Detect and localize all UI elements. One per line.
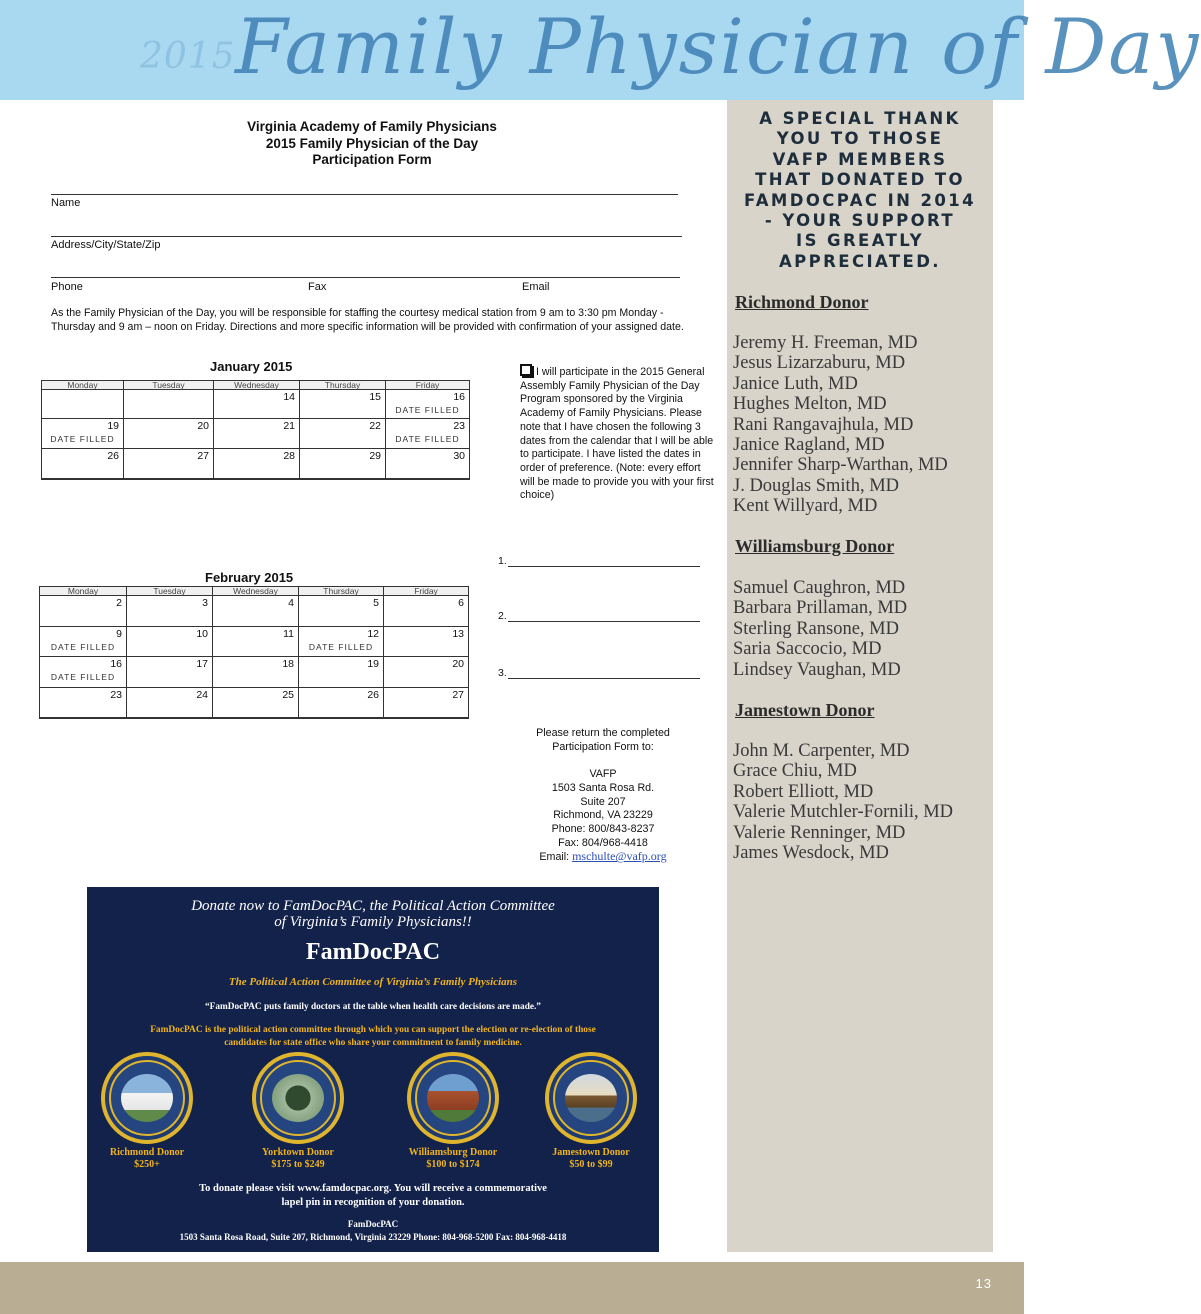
tier-name: Williamsburg Donor [408,1147,498,1158]
ad-footer-name: FamDocPAC [347,1219,399,1229]
calendar-day[interactable] [40,688,127,718]
contact-field[interactable] [51,277,680,278]
williamsburg-donor-list [733,578,907,680]
weekday-header: Friday [386,381,470,390]
calendar-day[interactable] [124,449,214,479]
donor-name: Jennifer Sharp-Warthan, MD [733,455,948,476]
weekday-header: Friday [384,587,469,596]
richmond-donor-list [733,333,948,517]
ad-brand: FamDocPAC [305,939,441,965]
tier-yorktown [242,1052,354,1171]
sidebar-heading-line: A SPECIAL THANK [759,109,961,128]
calendar-day[interactable] [386,390,470,419]
williamsburg-donor-title: Williamsburg Donor [735,536,895,556]
weekday-header: Monday [40,587,127,596]
date-filled-label [304,463,381,476]
weekday-header: Thursday [299,587,384,596]
donor-name: Jeremy H. Freeman, MD [733,333,918,353]
date-filled-label: DATE FILLED [395,405,460,415]
name-label: Name [51,197,81,209]
date-filled-label [44,702,122,715]
donor-name: Barbara Prillaman, MD [733,598,908,619]
date-filled-label [218,463,295,476]
return-intro-line: Participation Form to: [552,740,654,753]
date-filled-label [131,671,208,684]
day-number: 11 [283,628,294,640]
calendar-day[interactable] [214,419,300,449]
ad-quote: “FamDocPAC puts family doctors at the table when health care decisions are made.” [205,1002,541,1012]
date-filled-label [217,702,294,715]
calendar-day[interactable] [300,419,386,449]
day-number: 30 [453,450,465,462]
donor-name: Jesus Lizarzaburu, MD [733,353,906,374]
day-number: 25 [282,689,294,701]
address-label: Address/City/State/Zip [51,239,161,251]
date-filled-label: DATE FILLED [395,434,460,444]
return-info [520,727,686,865]
calendar-day[interactable] [214,449,300,479]
date-filled-label [217,641,294,654]
calendar-day[interactable] [299,627,384,657]
footer-bar [0,1262,1024,1314]
richmond-seal-icon [101,1052,193,1144]
sidebar-heading-line: FAMDOCPAC IN 2014 [743,190,977,210]
date-filled-label [218,433,295,446]
instructions-text: As the Family Physician of the Day, you will be responsible for staffing the courtesy medical station from 9 am to 3:30 pm Monday - Thursday and 9 am – noon on Friday. Directions and more specific information will be provided with confirmation of your assigned date. [51,307,684,333]
day-number: 17 [196,658,208,670]
tier-richmond [91,1052,203,1171]
day-number: 2 [116,597,122,609]
date-filled-label [44,610,122,623]
return-address-line: Richmond, VA 23229 [553,809,653,822]
day-number [46,391,119,404]
jamestown-donor-list [733,741,953,863]
date-filled-label [388,610,464,623]
date-filled-label [388,671,464,684]
famdocpac-ad [87,887,659,1252]
return-address-line: VAFP [589,768,617,781]
tier-range: $100 to $174 [426,1159,480,1170]
donor-name: Hughes Melton, MD [733,394,887,415]
form-title [218,119,526,169]
day-number: 12 [367,628,379,640]
ad-footer-address: 1503 Santa Rosa Road, Suite 207, Richmond, Virginia 23229 Phone: 804-968-5200 Fax: 804-968-4418 [179,1232,567,1242]
day-number: 20 [197,420,209,432]
date-filled-label [128,404,209,417]
date-filled-label [388,702,464,715]
day-number: 22 [369,420,381,432]
day-number: 24 [196,689,208,701]
date-filled-label [304,404,381,417]
participation-statement [520,364,715,503]
day-number: 15 [369,391,381,403]
calendar-day[interactable] [384,627,469,657]
ad-description: FamDocPAC is the political action committee through which you can support the election or re-election of those candidates for state office who share your commitment to family medicine. [150,1025,596,1048]
tier-name: Yorktown Donor [262,1147,334,1158]
choice-2-label: 2. [498,610,507,622]
calendar-day[interactable] [299,596,384,627]
tier-name: Jamestown Donor [552,1147,630,1158]
day-number: 3 [202,597,208,609]
calendar-day[interactable] [213,596,299,627]
calendar-day[interactable] [127,688,213,718]
date-filled-label [390,463,465,476]
date-filled-label [388,641,464,654]
date-filled-label [128,433,209,446]
date-filled-label: DATE FILLED [50,672,116,682]
donor-name: Valerie Mutchler-Fornili, MD [733,802,954,823]
date-filled-label: DATE FILLED [308,642,374,652]
donor-name: Saria Saccocio, MD [733,639,882,660]
participation-text: I will participate in the 2015 General Assembly Family Physician of the Day Program sponsored by the Virginia Academy of Family Physicians. Please note that I have chosen the following 3 dates from the calendar that I will be able to participate. I have listed the dates in order of preference. (Note: every effort will be made to provide you with your first choice) [520,366,714,502]
weekday-header: Wednesday [214,381,300,390]
email-label: Email [522,281,550,293]
date-filled-label [46,463,119,476]
choice-3-field[interactable] [508,678,700,679]
donor-name: Kent Willyard, MD [733,496,878,517]
calendar-day[interactable] [124,419,214,449]
day-number: 18 [282,658,294,670]
day-number: 19 [367,658,379,670]
donor-name: Grace Chiu, MD [733,761,857,782]
date-filled-label [304,433,381,446]
donor-name: J. Douglas Smith, MD [733,475,900,496]
donor-name: James Wesdock, MD [733,843,889,864]
address-field[interactable] [51,236,682,237]
weekday-header: Thursday [300,381,386,390]
day-number: 27 [197,450,209,462]
donor-name: Rani Rangavajhula, MD [733,414,914,435]
date-filled-label [131,641,208,654]
choice-1-field[interactable] [508,566,700,567]
donor-name: Janice Ragland, MD [733,435,885,456]
ad-intro-line: Donate now to FamDocPAC, the Political Action Committee [191,898,555,914]
day-number: 5 [373,597,379,609]
day-number: 26 [107,450,119,462]
sidebar-heading-line: APPRECIATED. [779,251,941,271]
form-title-line: 2015 Family Physician of the Day [265,135,479,151]
ad-visit-line: lapel pin in recognition of your donation. [281,1197,465,1208]
form-title-line: Virginia Academy of Family Physicians [247,119,497,134]
donor-name: Sterling Ransone, MD [733,618,899,639]
calendar-day[interactable] [124,390,214,419]
choice-2-field[interactable] [508,621,700,622]
return-intro-line: Please return the completed [536,727,670,739]
sidebar-heading-line: IS GREATLY [796,231,924,251]
weekday-header: Tuesday [124,381,214,390]
jamestown-donor-title: Jamestown Donor [735,700,875,720]
participate-checkbox[interactable] [520,364,532,376]
calendar-day[interactable] [127,596,213,627]
calendar-day[interactable] [300,449,386,479]
day-number: 9 [116,628,122,640]
phone-label: Phone [51,281,83,293]
calendar-day[interactable] [299,688,384,718]
return-address-line: Fax: 804/968-4418 [558,836,648,849]
day-number: 28 [283,450,295,462]
email-link[interactable]: mschulte@vafp.org [572,849,667,864]
calendar-day[interactable] [384,688,469,718]
calendar-day[interactable] [213,627,299,657]
date-filled-label [46,404,119,417]
choice-3-label: 3. [498,667,507,679]
calendar-day[interactable] [384,596,469,627]
date-filled-label [217,610,294,623]
donor-name: Robert Elliott, MD [733,781,874,802]
day-number: 13 [452,628,464,640]
donor-name: Lindsey Vaughan, MD [733,659,901,680]
calendar-day[interactable] [127,627,213,657]
date-filled-label: DATE FILLED [50,642,116,652]
weekday-header: Tuesday [127,587,213,596]
return-address-line: Phone: 800/843-8237 [551,822,655,835]
day-number: 29 [369,450,381,462]
calendar-day[interactable] [386,419,470,449]
calendar-day[interactable] [42,390,124,419]
ad-visit-text [87,1182,659,1210]
williamsburg-seal-icon [407,1052,499,1144]
date-filled-label [131,702,208,715]
day-number: 6 [458,597,464,609]
calendar-day[interactable] [213,688,299,718]
date-filled-label [131,610,208,623]
date-filled-label [303,610,379,623]
tier-range: $50 to $99 [569,1159,613,1170]
day-number: 16 [453,391,465,403]
calendar-day[interactable] [214,390,300,419]
sidebar-heading-line: - YOUR SUPPORT [764,211,956,231]
fax-label: Fax [308,281,327,293]
calendar-day[interactable] [299,657,384,688]
day-number: 10 [196,628,208,640]
weekday-header: Monday [42,381,124,390]
ad-intro-line: of Virginia’s Family Physicians!! [274,914,472,930]
page-number: 13 [975,1276,992,1291]
donor-name: Valerie Renninger, MD [733,822,906,843]
day-number: 23 [110,689,122,701]
sidebar-heading [727,109,993,272]
calendar-day[interactable] [40,596,127,627]
jamestown-seal-icon [545,1052,637,1144]
day-number: 14 [283,391,295,403]
calendar-day[interactable] [300,390,386,419]
january-calendar [41,380,470,480]
return-address-line: 1503 Santa Rosa Rd. [551,781,655,794]
calendar-day[interactable] [42,419,124,449]
date-filled-label [218,404,295,417]
tier-name: Richmond Donor [109,1147,185,1158]
january-title: January 2015 [210,359,293,374]
donor-name: John M. Carpenter, MD [733,741,910,761]
day-number: 20 [452,658,464,670]
date-filled-label [128,463,209,476]
date-filled-label: DATE FILLED [50,434,115,444]
calendar-day[interactable] [40,657,127,688]
calendar-day[interactable] [213,657,299,688]
calendar-day[interactable] [386,449,470,479]
date-filled-label [303,671,379,684]
day-number: 4 [288,597,294,609]
date-filled-label [217,671,294,684]
day-number: 27 [452,689,464,701]
header-banner [0,0,1201,100]
february-calendar [39,586,469,719]
ad-intro [87,898,659,930]
calendar-day[interactable] [42,449,124,479]
calendar-day[interactable] [127,657,213,688]
february-title: February 2015 [205,570,294,585]
date-filled-label [303,702,379,715]
tier-jamestown [535,1052,647,1171]
day-number [128,391,209,404]
ad-visit-line: To donate please visit www.famdocpac.org. You will receive a commemorative [199,1183,547,1194]
donor-name: Samuel Caughron, MD [733,578,906,598]
donor-sidebar [727,100,993,1252]
day-number: 19 [107,420,119,432]
return-address-line: Suite 207 [580,795,626,808]
form-title-line: Participation Form [312,152,432,167]
day-number: 23 [453,420,465,432]
weekday-header: Wednesday [213,587,299,596]
calendar-day[interactable] [384,657,469,688]
tier-range: $175 to $249 [271,1159,325,1170]
choice-1-label: 1. [498,555,507,567]
donor-name: Janice Luth, MD [733,373,858,394]
email-prefix: Email: [539,851,570,864]
return-email-row [520,850,686,865]
tier-williamsburg [397,1052,509,1171]
yorktown-seal-icon [252,1052,344,1144]
sidebar-heading-line: VAFP MEMBERS [772,149,948,169]
sidebar-heading-line: THAT DONATED TO [755,170,965,190]
calendar-day[interactable] [40,627,127,657]
day-number: 16 [110,658,122,670]
day-number: 26 [367,689,379,701]
sidebar-heading-line: YOU TO THOSE [776,129,944,149]
banner-title: Family Physician of Day [235,2,1201,91]
name-field[interactable] [51,194,678,195]
ad-tagline: The Political Action Committee of Virginia’s Family Physicians [228,976,518,988]
banner-year: 2015 [140,36,236,77]
tier-range: $250+ [134,1159,160,1170]
day-number: 21 [283,420,295,432]
richmond-donor-title: Richmond Donor [735,292,869,312]
